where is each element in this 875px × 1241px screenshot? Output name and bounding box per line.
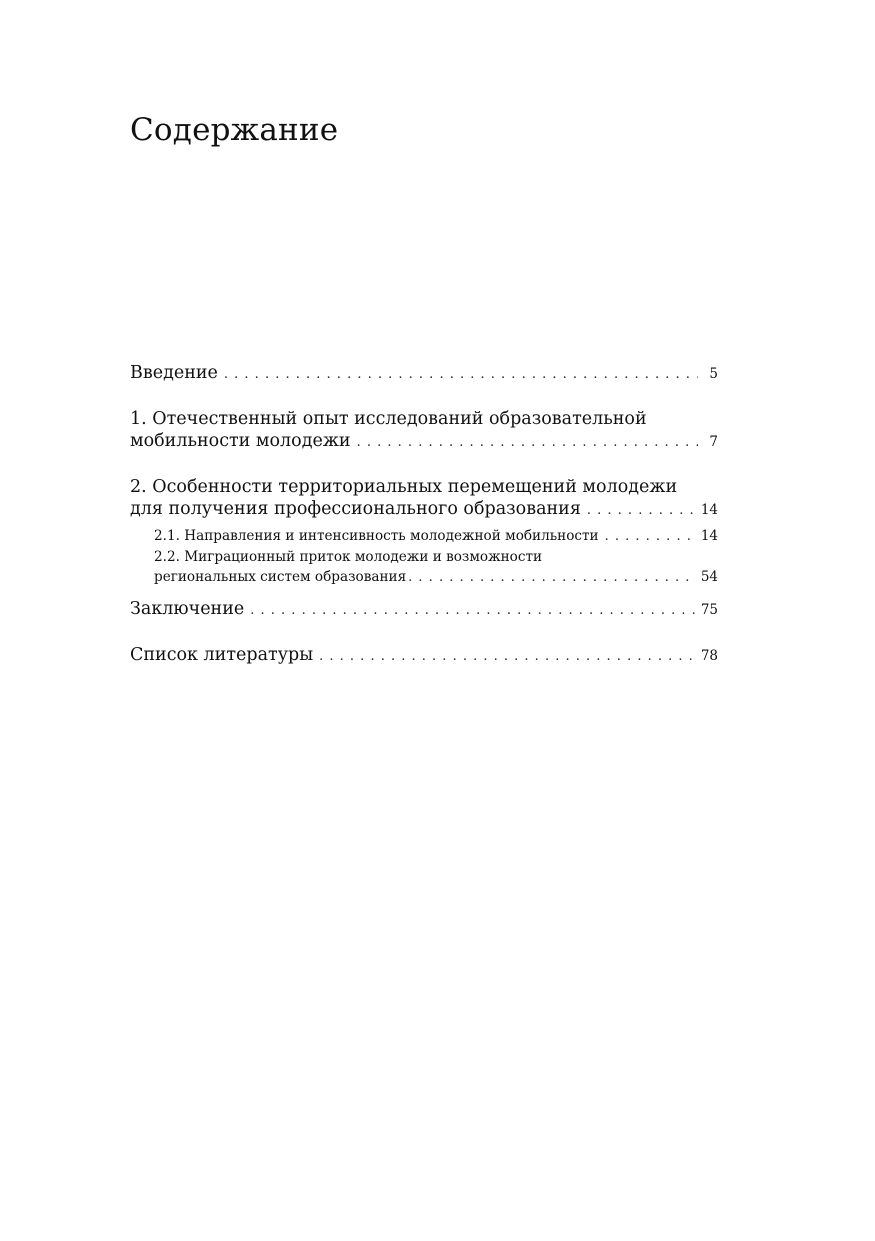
- toc-page-number: 54: [700, 569, 718, 585]
- toc-page-number: 78: [700, 648, 718, 664]
- toc-entry-chapter-1[interactable]: [130, 408, 718, 454]
- toc-entry-label: 2.1. Направления и интенсивность молодежной мобильности: [154, 528, 599, 544]
- toc-entry-section-2-1[interactable]: [130, 526, 718, 547]
- toc-entry-label: Заключение: [130, 599, 245, 619]
- toc-page-number: 14: [700, 502, 718, 518]
- dot-leader: [605, 527, 695, 547]
- table-of-contents: [130, 362, 718, 668]
- dot-leader: [250, 600, 695, 622]
- toc-entry-section-2-2[interactable]: [130, 547, 718, 588]
- dot-leader: [587, 500, 695, 522]
- toc-entry-label-line1: 2. Особенности территориальных перемещений молодежи: [130, 477, 678, 497]
- page-title: Содержание: [130, 112, 339, 148]
- toc-page-number: 7: [709, 434, 718, 450]
- toc-entry-label: Список литературы: [130, 645, 314, 665]
- toc-entry-conclusion[interactable]: [130, 598, 718, 622]
- toc-entry-label: Введение: [130, 363, 218, 383]
- toc-entry-intro[interactable]: [130, 362, 718, 386]
- toc-entry-chapter-2[interactable]: [130, 476, 718, 522]
- toc-entry-label-line1: 2.2. Миграционный приток молодежи и возможности: [154, 549, 543, 565]
- toc-entry-label-line2: мобильности молодежи: [130, 431, 351, 451]
- toc-entry-label-line2: для получения профессионального образования: [130, 499, 581, 519]
- dot-leader: [224, 364, 698, 386]
- toc-entry-label-line2: региональных систем образования: [154, 569, 407, 585]
- toc-entry-references[interactable]: [130, 644, 718, 668]
- dot-leader: [408, 568, 695, 588]
- dot-leader: [319, 646, 695, 668]
- toc-entry-label-line1: 1. Отечественный опыт исследований образовательной: [130, 409, 647, 429]
- toc-page-number: 75: [700, 602, 718, 618]
- dot-leader: [357, 432, 698, 454]
- toc-page-number: 5: [709, 366, 718, 382]
- toc-page-number: 14: [700, 528, 718, 544]
